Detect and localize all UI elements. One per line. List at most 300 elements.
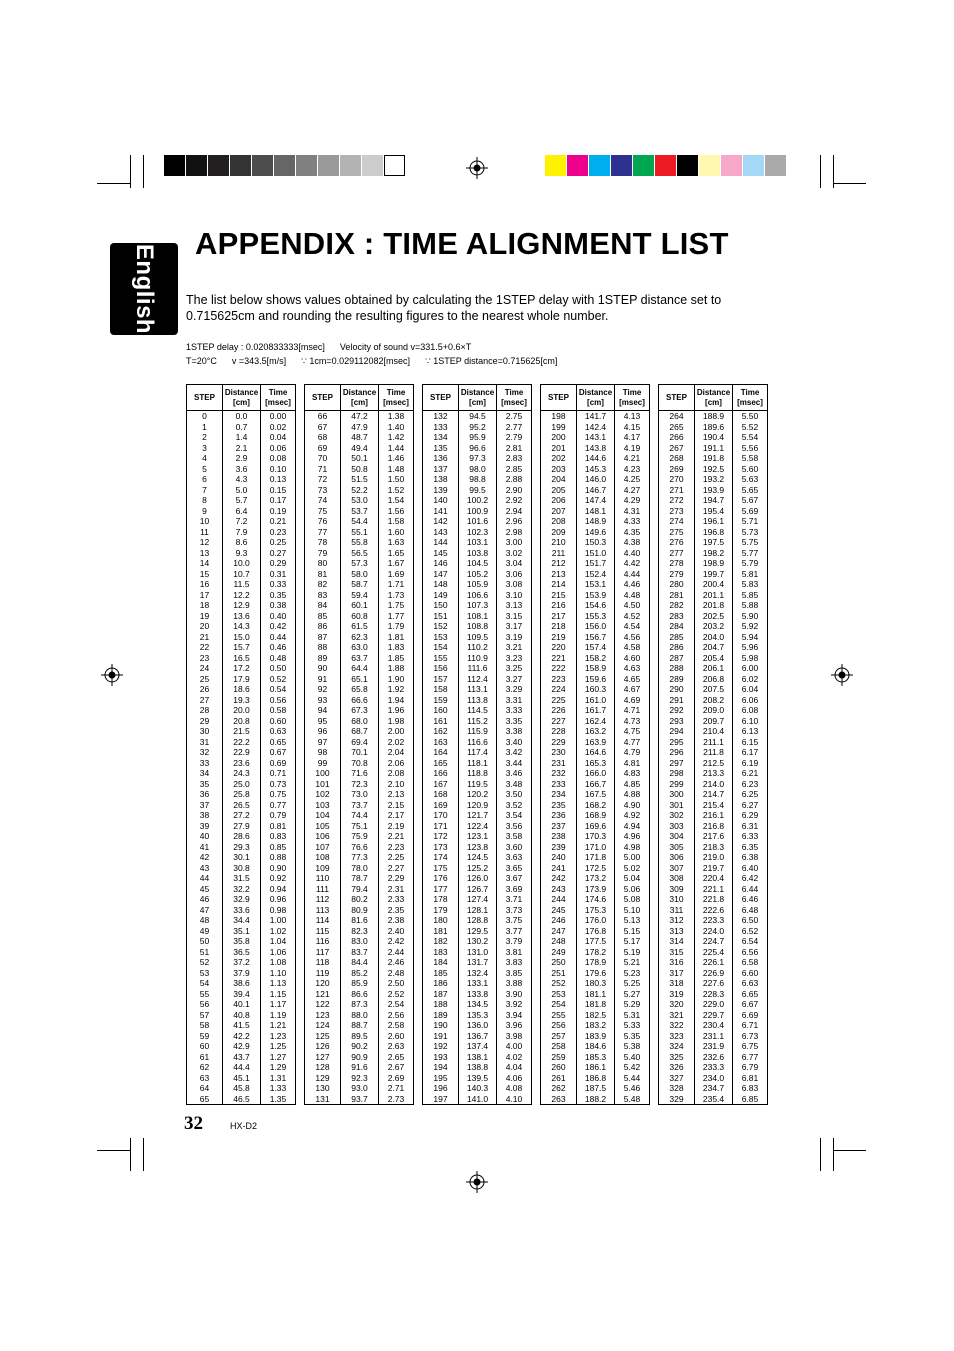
table-row [541,968,650,979]
cell-distance: 53.7 [341,506,379,517]
cell-distance: 60.1 [341,600,379,611]
cell-step: 74 [305,495,341,506]
cell-time: 1.69 [379,569,414,580]
cell-step: 66 [305,411,341,422]
cell-distance: 183.9 [577,1031,615,1042]
cell-time: 3.23 [497,653,532,664]
cell-distance: 20.8 [223,716,261,727]
table-row [305,537,414,548]
cell-step: 189 [423,1010,459,1021]
table-row [659,936,768,947]
cell-distance: 48.7 [341,432,379,443]
table-row [305,1052,414,1063]
table-row [187,474,296,485]
cell-step: 202 [541,453,577,464]
cell-distance: 157.4 [577,642,615,653]
cell-time: 1.90 [379,674,414,685]
cell-step: 252 [541,978,577,989]
table-row [659,548,768,559]
cell-step: 280 [659,579,695,590]
table-row [187,947,296,958]
table-row [659,968,768,979]
cell-step: 224 [541,684,577,695]
cell-step: 130 [305,1083,341,1094]
table-row [659,684,768,695]
table-row [541,663,650,674]
cell-time: 1.71 [379,579,414,590]
cell-time: 3.29 [497,684,532,695]
cell-step: 243 [541,884,577,895]
table-row [305,758,414,769]
header-step: STEP [659,385,695,411]
cell-time: 4.02 [497,1052,532,1063]
cell-distance: 151.7 [577,558,615,569]
table-row [423,1041,532,1052]
cell-step: 302 [659,810,695,821]
table-row [423,674,532,685]
cell-step: 295 [659,737,695,748]
table-row [541,558,650,569]
cell-step: 39 [187,821,223,832]
cell-step: 31 [187,737,223,748]
cell-distance: 232.6 [695,1052,733,1063]
cell-time: 1.96 [379,705,414,716]
cell-step: 158 [423,684,459,695]
cell-time: 6.33 [733,831,768,842]
cell-distance: 84.4 [341,957,379,968]
cell-time: 0.40 [261,611,296,622]
cell-step: 132 [423,411,459,422]
cell-step: 291 [659,695,695,706]
cell-time: 4.48 [615,590,650,601]
table-row [305,632,414,643]
cell-step: 276 [659,537,695,548]
cell-distance: 151.0 [577,548,615,559]
cell-distance: 32.2 [223,884,261,895]
cell-time: 2.13 [379,789,414,800]
table-row [541,768,650,779]
table-row [659,705,768,716]
cell-time: 0.06 [261,443,296,454]
cell-time: 4.71 [615,705,650,716]
table-row [305,674,414,685]
cell-distance: 24.3 [223,768,261,779]
cell-time: 2.73 [379,1094,414,1105]
cell-step: 229 [541,737,577,748]
table-row [187,453,296,464]
cell-step: 36 [187,789,223,800]
cell-time: 4.69 [615,695,650,706]
table-row [659,915,768,926]
cell-time: 3.00 [497,537,532,548]
cell-step: 326 [659,1062,695,1073]
cell-distance: 3.6 [223,464,261,475]
cell-step: 319 [659,989,695,1000]
cell-distance: 94.5 [459,411,497,422]
cell-time: 5.29 [615,999,650,1010]
table-row [659,863,768,874]
cell-time: 5.63 [733,474,768,485]
table-row [423,495,532,506]
cell-distance: 130.2 [459,936,497,947]
cell-distance: 59.4 [341,590,379,601]
table-row [541,474,650,485]
table-row [305,800,414,811]
cell-time: 5.44 [615,1073,650,1084]
table-row [305,863,414,874]
time-alignment-table [540,384,650,1105]
registration-mark-right-icon [831,664,853,686]
table-row [423,726,532,737]
cell-distance: 119.5 [459,779,497,790]
cell-time: 3.79 [497,936,532,947]
cell-step: 207 [541,506,577,517]
cell-distance: 16.5 [223,653,261,664]
table-row [659,422,768,433]
cell-time: 5.83 [733,579,768,590]
table-row [541,978,650,989]
cell-distance: 108.8 [459,621,497,632]
cell-step: 97 [305,737,341,748]
cell-time: 0.23 [261,527,296,538]
table-row [423,527,532,538]
table-row [187,1052,296,1063]
cell-time: 1.98 [379,716,414,727]
table-row [305,716,414,727]
language-side-tab [110,243,178,335]
cell-distance: 49.4 [341,443,379,454]
table-row [541,789,650,800]
table-row [187,989,296,1000]
cell-step: 57 [187,1010,223,1021]
cell-step: 308 [659,873,695,884]
table-row [659,1041,768,1052]
cell-distance: 80.2 [341,894,379,905]
cell-distance: 42.9 [223,1041,261,1052]
cell-step: 197 [423,1094,459,1105]
table-row [187,443,296,454]
cell-time: 1.65 [379,548,414,559]
cell-time: 1.63 [379,537,414,548]
cell-step: 70 [305,453,341,464]
cell-step: 9 [187,506,223,517]
table-row [423,789,532,800]
cell-step: 7 [187,485,223,496]
cell-step: 170 [423,810,459,821]
cell-distance: 128.1 [459,905,497,916]
cell-time: 3.17 [497,621,532,632]
cell-time: 3.15 [497,611,532,622]
cell-time: 6.19 [733,758,768,769]
cell-time: 3.71 [497,894,532,905]
cell-step: 244 [541,894,577,905]
cell-step: 304 [659,831,695,842]
table-row [187,411,296,422]
cell-step: 321 [659,1010,695,1021]
table-row [541,611,650,622]
cell-distance: 160.3 [577,684,615,695]
table-row [541,684,650,695]
cell-step: 52 [187,957,223,968]
cell-distance: 226.9 [695,968,733,979]
table-row [541,411,650,422]
cell-step: 232 [541,768,577,779]
cell-distance: 66.6 [341,695,379,706]
cell-step: 99 [305,758,341,769]
cell-step: 112 [305,894,341,905]
table-row [305,705,414,716]
table-row [541,926,650,937]
cell-time: 1.94 [379,695,414,706]
cell-step: 140 [423,495,459,506]
table-row [423,999,532,1010]
cell-distance: 68.7 [341,726,379,737]
cell-time: 6.79 [733,1062,768,1073]
cell-step: 294 [659,726,695,737]
cell-time: 0.25 [261,537,296,548]
cell-distance: 211.1 [695,737,733,748]
cell-step: 94 [305,705,341,716]
table-row [541,705,650,716]
cell-time: 3.25 [497,663,532,674]
cell-time: 0.69 [261,758,296,769]
cell-step: 274 [659,516,695,527]
table-row [187,726,296,737]
table-row [659,516,768,527]
cell-step: 13 [187,548,223,559]
table-row [305,1031,414,1042]
cell-step: 149 [423,590,459,601]
cell-distance: 50.1 [341,453,379,464]
cell-distance: 192.5 [695,464,733,475]
cell-time: 5.94 [733,632,768,643]
cell-step: 236 [541,810,577,821]
cell-time: 2.27 [379,863,414,874]
cell-distance: 134.5 [459,999,497,1010]
page-title: APPENDIX : TIME ALIGNMENT LIST [195,226,729,261]
table-row [187,810,296,821]
cell-time: 2.10 [379,779,414,790]
cell-time: 2.81 [497,443,532,454]
cell-time: 6.17 [733,747,768,758]
cell-distance: 103.1 [459,537,497,548]
cell-distance: 56.5 [341,548,379,559]
cell-time: 6.00 [733,663,768,674]
cell-step: 72 [305,474,341,485]
cell-time: 2.02 [379,737,414,748]
cell-step: 107 [305,842,341,853]
cell-step: 289 [659,674,695,685]
cell-distance: 78.0 [341,863,379,874]
header-step: STEP [305,385,341,411]
cell-time: 2.58 [379,1020,414,1031]
cell-step: 193 [423,1052,459,1063]
cell-distance: 36.5 [223,947,261,958]
cell-time: 5.79 [733,558,768,569]
cell-step: 303 [659,821,695,832]
cell-distance: 143.1 [577,432,615,443]
cell-time: 4.81 [615,758,650,769]
cell-time: 2.88 [497,474,532,485]
cell-step: 198 [541,411,577,422]
cell-step: 283 [659,611,695,622]
cell-time: 5.65 [733,485,768,496]
table-row [423,905,532,916]
cell-time: 4.98 [615,842,650,853]
cell-distance: 37.2 [223,957,261,968]
table-row [187,789,296,800]
table-row [305,831,414,842]
cell-step: 15 [187,569,223,580]
cell-time: 0.50 [261,663,296,674]
cell-distance: 234.7 [695,1083,733,1094]
cell-step: 286 [659,642,695,653]
cell-distance: 215.4 [695,800,733,811]
cell-step: 48 [187,915,223,926]
cell-step: 325 [659,1052,695,1063]
cell-time: 5.60 [733,464,768,475]
cell-distance: 171.8 [577,852,615,863]
table-row [305,642,414,653]
cell-step: 169 [423,800,459,811]
cell-distance: 10.7 [223,569,261,580]
cell-distance: 204.0 [695,632,733,643]
color-swatch [208,155,229,176]
cell-time: 4.60 [615,653,650,664]
table-row [305,873,414,884]
table-row [541,947,650,958]
cell-time: 5.71 [733,516,768,527]
cell-step: 221 [541,653,577,664]
cell-step: 265 [659,422,695,433]
cell-step: 23 [187,653,223,664]
table-row [187,884,296,895]
cell-distance: 178.9 [577,957,615,968]
cell-step: 145 [423,548,459,559]
registration-mark-bottom-icon [466,1171,488,1193]
table-row [305,611,414,622]
cell-distance: 126.7 [459,884,497,895]
table-row [659,506,768,517]
cell-distance: 7.9 [223,527,261,538]
header-time: Time [msec] [379,385,414,411]
cell-distance: 150.3 [577,537,615,548]
cell-distance: 186.8 [577,1073,615,1084]
cell-distance: 208.2 [695,695,733,706]
cell-time: 6.06 [733,695,768,706]
table-row [423,548,532,559]
cell-time: 6.08 [733,705,768,716]
table-row [423,621,532,632]
cell-time: 0.31 [261,569,296,580]
cell-distance: 96.6 [459,443,497,454]
table-row [659,726,768,737]
color-swatch [186,155,207,176]
table-row [187,1083,296,1094]
table-row [659,789,768,800]
table-row [187,716,296,727]
cell-time: 1.06 [261,947,296,958]
cell-step: 54 [187,978,223,989]
table-row [541,747,650,758]
cell-step: 272 [659,495,695,506]
header-time: Time [msec] [615,385,650,411]
cell-time: 5.73 [733,527,768,538]
color-swatch [318,155,339,176]
table-row [187,1020,296,1031]
cell-distance: 180.3 [577,978,615,989]
cell-step: 253 [541,989,577,1000]
cell-time: 2.65 [379,1052,414,1063]
cell-time: 6.27 [733,800,768,811]
cell-distance: 1.4 [223,432,261,443]
cell-step: 42 [187,852,223,863]
table-row [541,810,650,821]
cell-distance: 186.1 [577,1062,615,1073]
table-row [305,621,414,632]
cell-distance: 97.3 [459,453,497,464]
cell-distance: 95.2 [459,422,497,433]
cell-time: 2.31 [379,884,414,895]
time-alignment-table [186,384,296,1105]
cell-step: 174 [423,852,459,863]
cell-distance: 25.8 [223,789,261,800]
cell-time: 6.77 [733,1052,768,1063]
cell-distance: 104.5 [459,558,497,569]
header-distance: Distance [cm] [577,385,615,411]
cell-time: 1.10 [261,968,296,979]
cell-time: 3.92 [497,999,532,1010]
cell-distance: 107.3 [459,600,497,611]
table-row [659,453,768,464]
cell-step: 184 [423,957,459,968]
cell-step: 77 [305,527,341,538]
cell-time: 5.19 [615,947,650,958]
cell-step: 311 [659,905,695,916]
cell-time: 6.21 [733,768,768,779]
cell-time: 3.27 [497,674,532,685]
cell-distance: 216.8 [695,821,733,832]
cell-distance: 229.7 [695,1010,733,1021]
table-row [187,674,296,685]
table-row [659,926,768,937]
cell-distance: 219.0 [695,852,733,863]
cell-distance: 220.4 [695,873,733,884]
cell-step: 1 [187,422,223,433]
cell-distance: 71.6 [341,768,379,779]
cell-distance: 20.0 [223,705,261,716]
cell-time: 2.83 [497,453,532,464]
cell-distance: 235.4 [695,1094,733,1105]
cell-distance: 207.5 [695,684,733,695]
table-row [659,663,768,674]
cell-time: 4.38 [615,537,650,548]
table-row [187,527,296,538]
table-row [541,495,650,506]
cell-distance: 93.0 [341,1083,379,1094]
cell-distance: 196.8 [695,527,733,538]
cell-step: 269 [659,464,695,475]
cell-distance: 33.6 [223,905,261,916]
table-row [187,779,296,790]
cell-time: 5.56 [733,443,768,454]
cell-time: 0.38 [261,600,296,611]
cell-time: 0.85 [261,842,296,853]
cell-time: 3.88 [497,978,532,989]
cell-step: 241 [541,863,577,874]
cell-step: 160 [423,705,459,716]
cell-distance: 99.5 [459,485,497,496]
